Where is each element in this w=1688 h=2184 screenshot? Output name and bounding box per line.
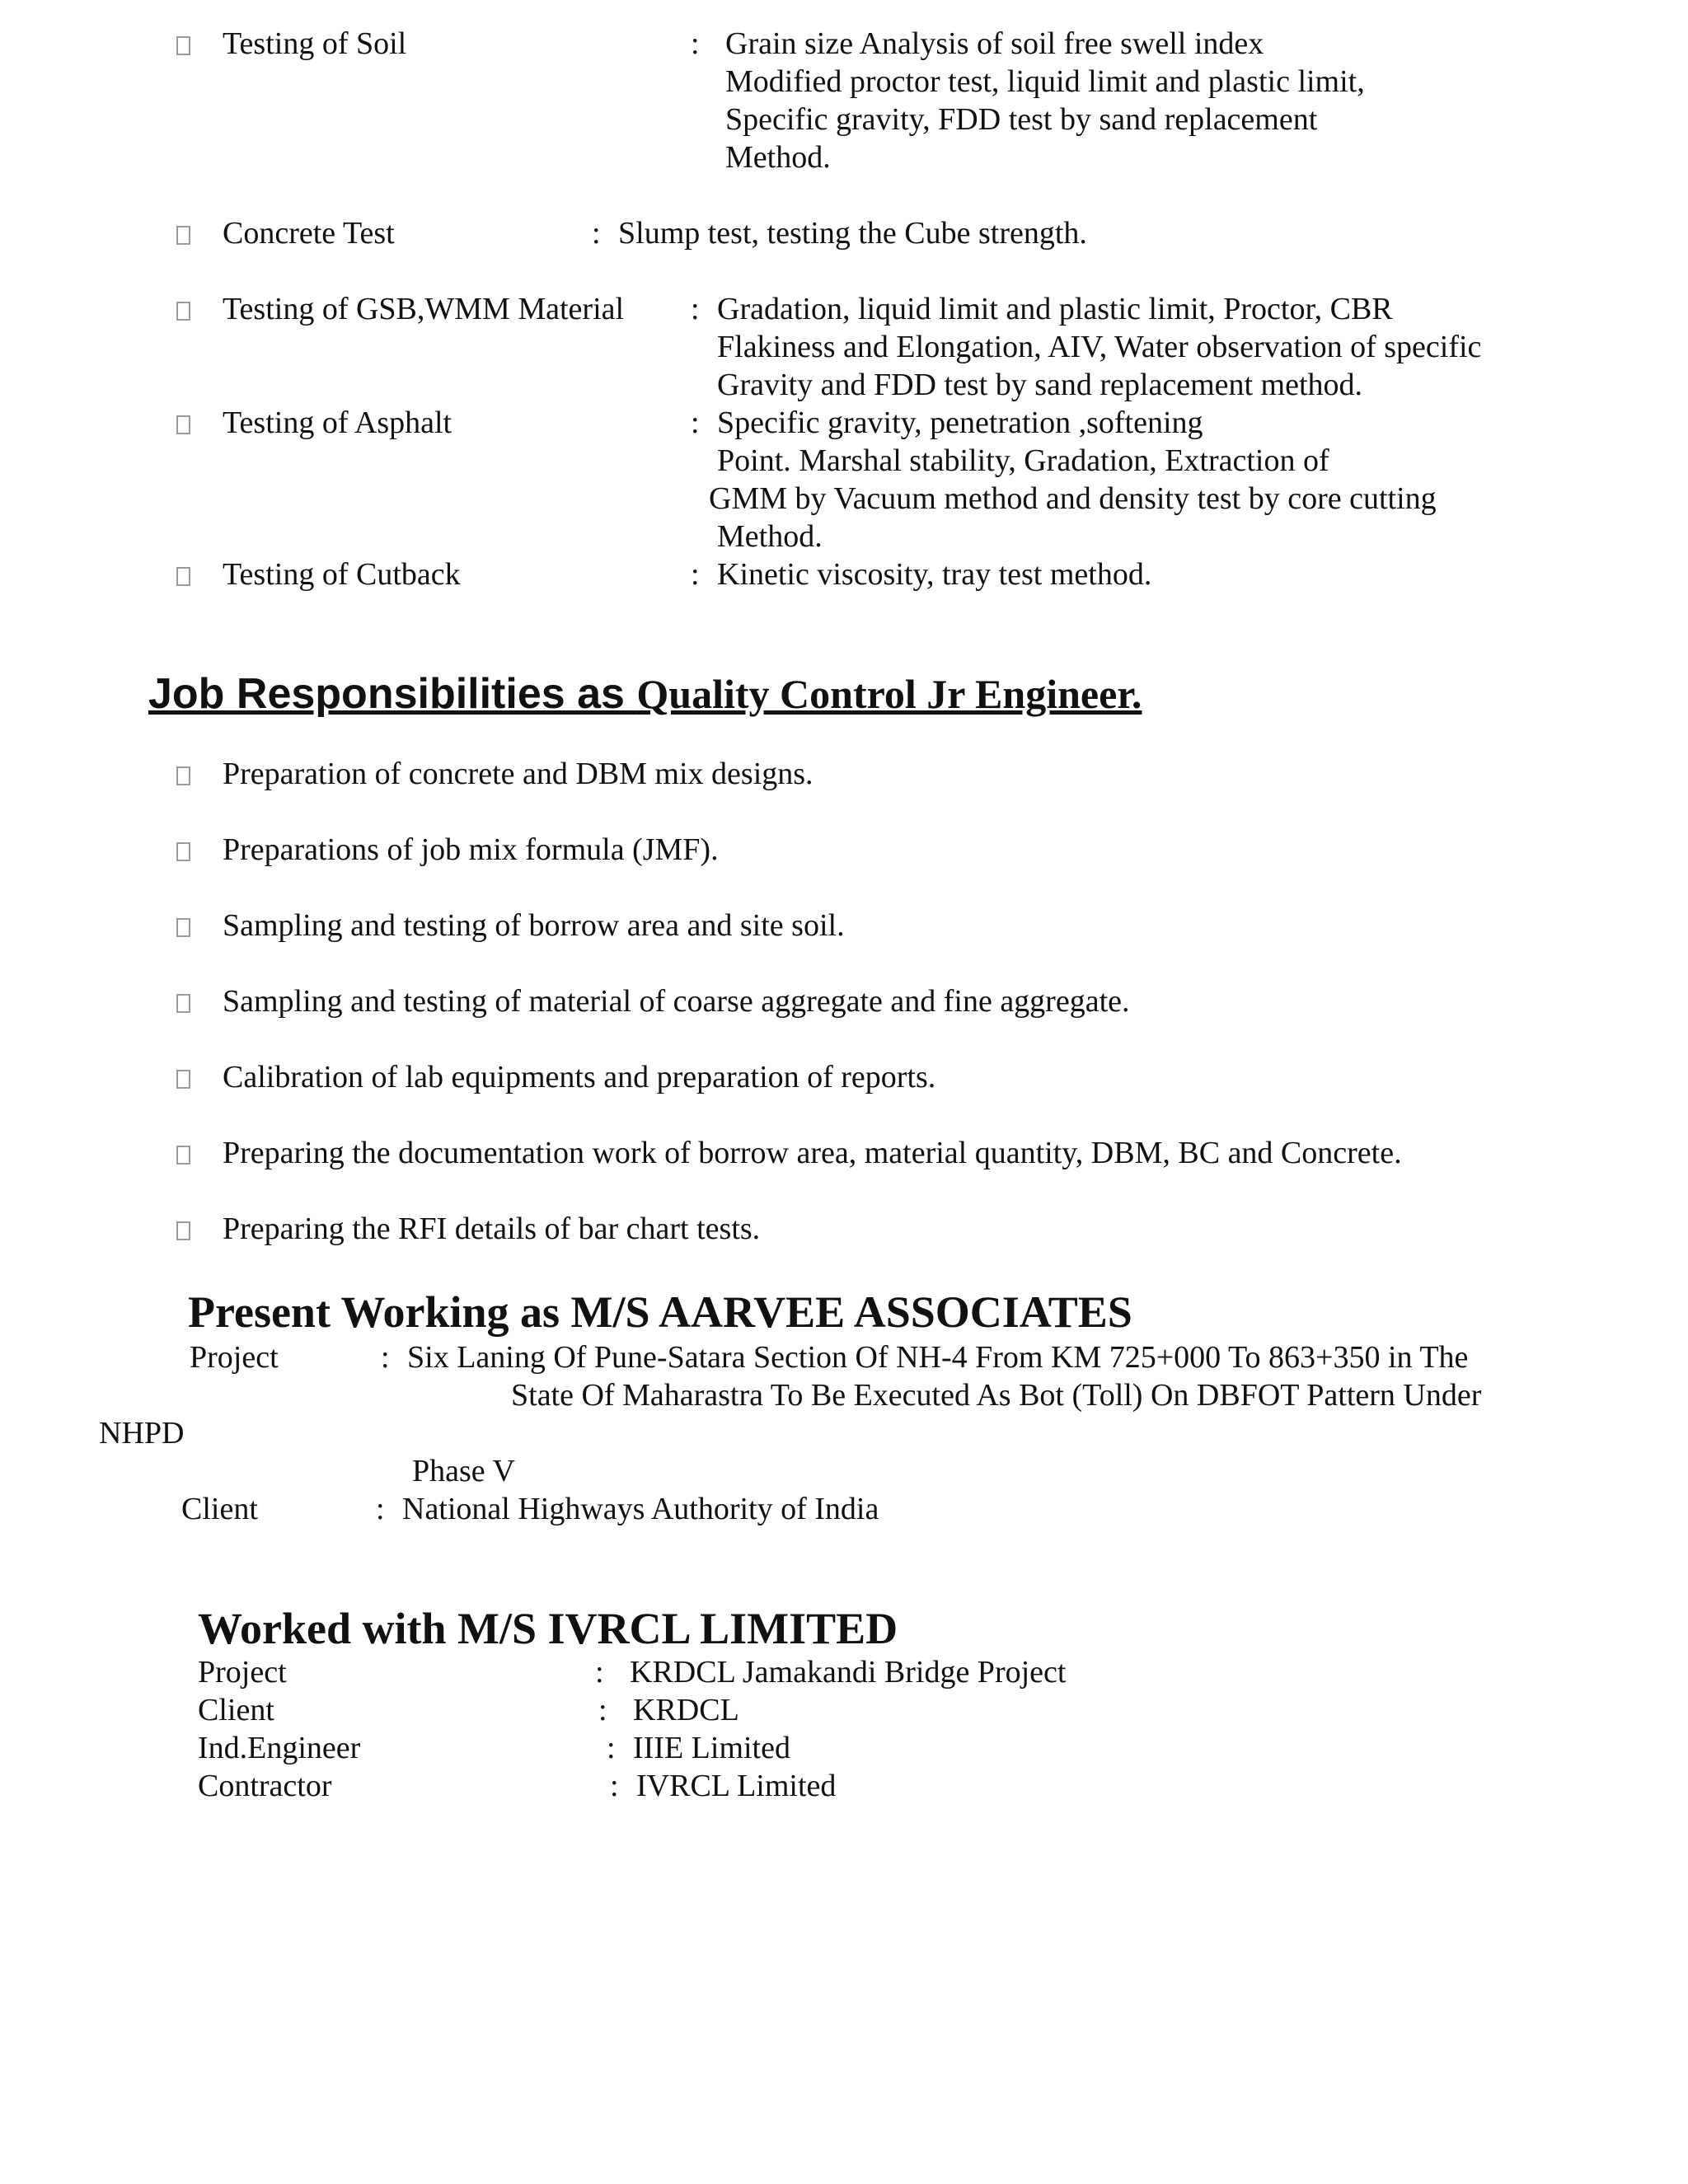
bullet-icon [176, 415, 190, 434]
test-detail-line: Gravity and FDD test by sand replacement method. [717, 368, 1363, 402]
test-label-gsb-wmm: Testing of GSB,WMM Material [223, 292, 625, 326]
bullet-icon [176, 994, 190, 1013]
test-label-concrete: Concrete Test [223, 216, 395, 251]
project-value-line: Phase V [412, 1454, 515, 1488]
bullet-icon [176, 1070, 190, 1089]
list-item: Sampling and testing of borrow area and site soil. [223, 908, 845, 943]
bullet-icon [176, 302, 190, 321]
detail-colon: : [610, 1769, 619, 1803]
client-colon: : [376, 1492, 385, 1526]
test-label-cutback: Testing of Cutback [223, 557, 461, 592]
list-item: Calibration of lab equipments and preparation of reports. [223, 1060, 936, 1094]
detail-label: Client [198, 1693, 274, 1727]
test-colon: : [691, 26, 700, 61]
test-detail-line: Grain size Analysis of soil free swell index [725, 26, 1264, 61]
bullet-icon [176, 766, 190, 785]
list-item: Preparing the RFI details of bar chart tests. [223, 1212, 761, 1246]
responsibilities-heading [148, 669, 1142, 723]
bullet-icon [176, 842, 190, 861]
bullet-icon [176, 226, 190, 245]
bullet-icon [176, 1221, 190, 1240]
responsibilities-heading-part2: Quality Control Jr Engineer. [636, 671, 1142, 717]
test-label-asphalt: Testing of Asphalt [223, 405, 452, 440]
detail-label: Contractor [198, 1769, 332, 1803]
detail-label: Project [198, 1655, 287, 1690]
test-colon: : [592, 216, 601, 251]
test-detail-line: Gradation, liquid limit and plastic limit, Proctor, CBR [717, 292, 1393, 326]
test-detail-line: Modified proctor test, liquid limit and plastic limit, [725, 64, 1365, 99]
project-value-line: Six Laning Of Pune-Satara Section Of NH-4 From KM 725+000 To 863+350 in The [407, 1340, 1469, 1375]
detail-colon: : [595, 1655, 604, 1690]
bullet-icon [176, 1146, 190, 1165]
test-detail-line: Specific gravity, penetration ,softening [717, 405, 1203, 440]
bullet-icon [176, 918, 190, 937]
bullet-icon [176, 567, 190, 586]
test-detail-line: Method. [717, 519, 823, 554]
detail-colon: : [598, 1693, 607, 1727]
test-colon: : [691, 292, 700, 326]
test-detail-line: GMM by Vacuum method and density test by core cutting [709, 481, 1437, 516]
detail-value: KRDCL [633, 1693, 739, 1727]
project-value-line: State Of Maharastra To Be Executed As Bot (Toll) On DBFOT Pattern Under [511, 1378, 1482, 1413]
test-detail-line: Slump test, testing the Cube strength. [618, 216, 1087, 251]
list-item: Preparations of job mix formula (JMF). [223, 832, 719, 867]
test-colon: : [691, 405, 700, 440]
detail-label: Ind.Engineer [198, 1731, 361, 1765]
list-item: Sampling and testing of material of coarse aggregate and fine aggregate. [223, 984, 1130, 1019]
detail-value: KRDCL Jamakandi Bridge Project [630, 1655, 1067, 1690]
project-label: Project [190, 1340, 279, 1375]
test-detail-line: Method. [725, 140, 831, 175]
list-item: Preparing the documentation work of borrow area, material quantity, DBM, BC and Concrete. [223, 1136, 1402, 1170]
detail-value: IVRCL Limited [636, 1769, 837, 1803]
bullet-icon [176, 36, 190, 55]
client-value: National Highways Authority of India [402, 1492, 879, 1526]
test-detail-line: Specific gravity, FDD test by sand replacement [725, 102, 1318, 137]
client-label: Client [181, 1492, 258, 1526]
test-colon: : [691, 557, 700, 592]
detail-colon: : [607, 1731, 616, 1765]
test-detail-line: Kinetic viscosity, tray test method. [717, 557, 1152, 592]
responsibilities-heading-part1: Job Responsibilities as [148, 670, 637, 718]
detail-value: IIIE Limited [633, 1731, 790, 1765]
test-detail-line: Point. Marshal stability, Gradation, Extraction of [717, 443, 1329, 478]
present-heading: Present Working as M/S AARVEE ASSOCIATES [188, 1287, 1132, 1337]
previous-heading: Worked with M/S IVRCL LIMITED [198, 1604, 898, 1653]
list-item: Preparation of concrete and DBM mix designs. [223, 757, 814, 791]
project-value-line: NHPD [99, 1416, 185, 1451]
project-colon: : [381, 1340, 390, 1375]
test-label-soil: Testing of Soil [223, 26, 407, 61]
test-detail-line: Flakiness and Elongation, AIV, Water observation of specific [717, 330, 1482, 364]
